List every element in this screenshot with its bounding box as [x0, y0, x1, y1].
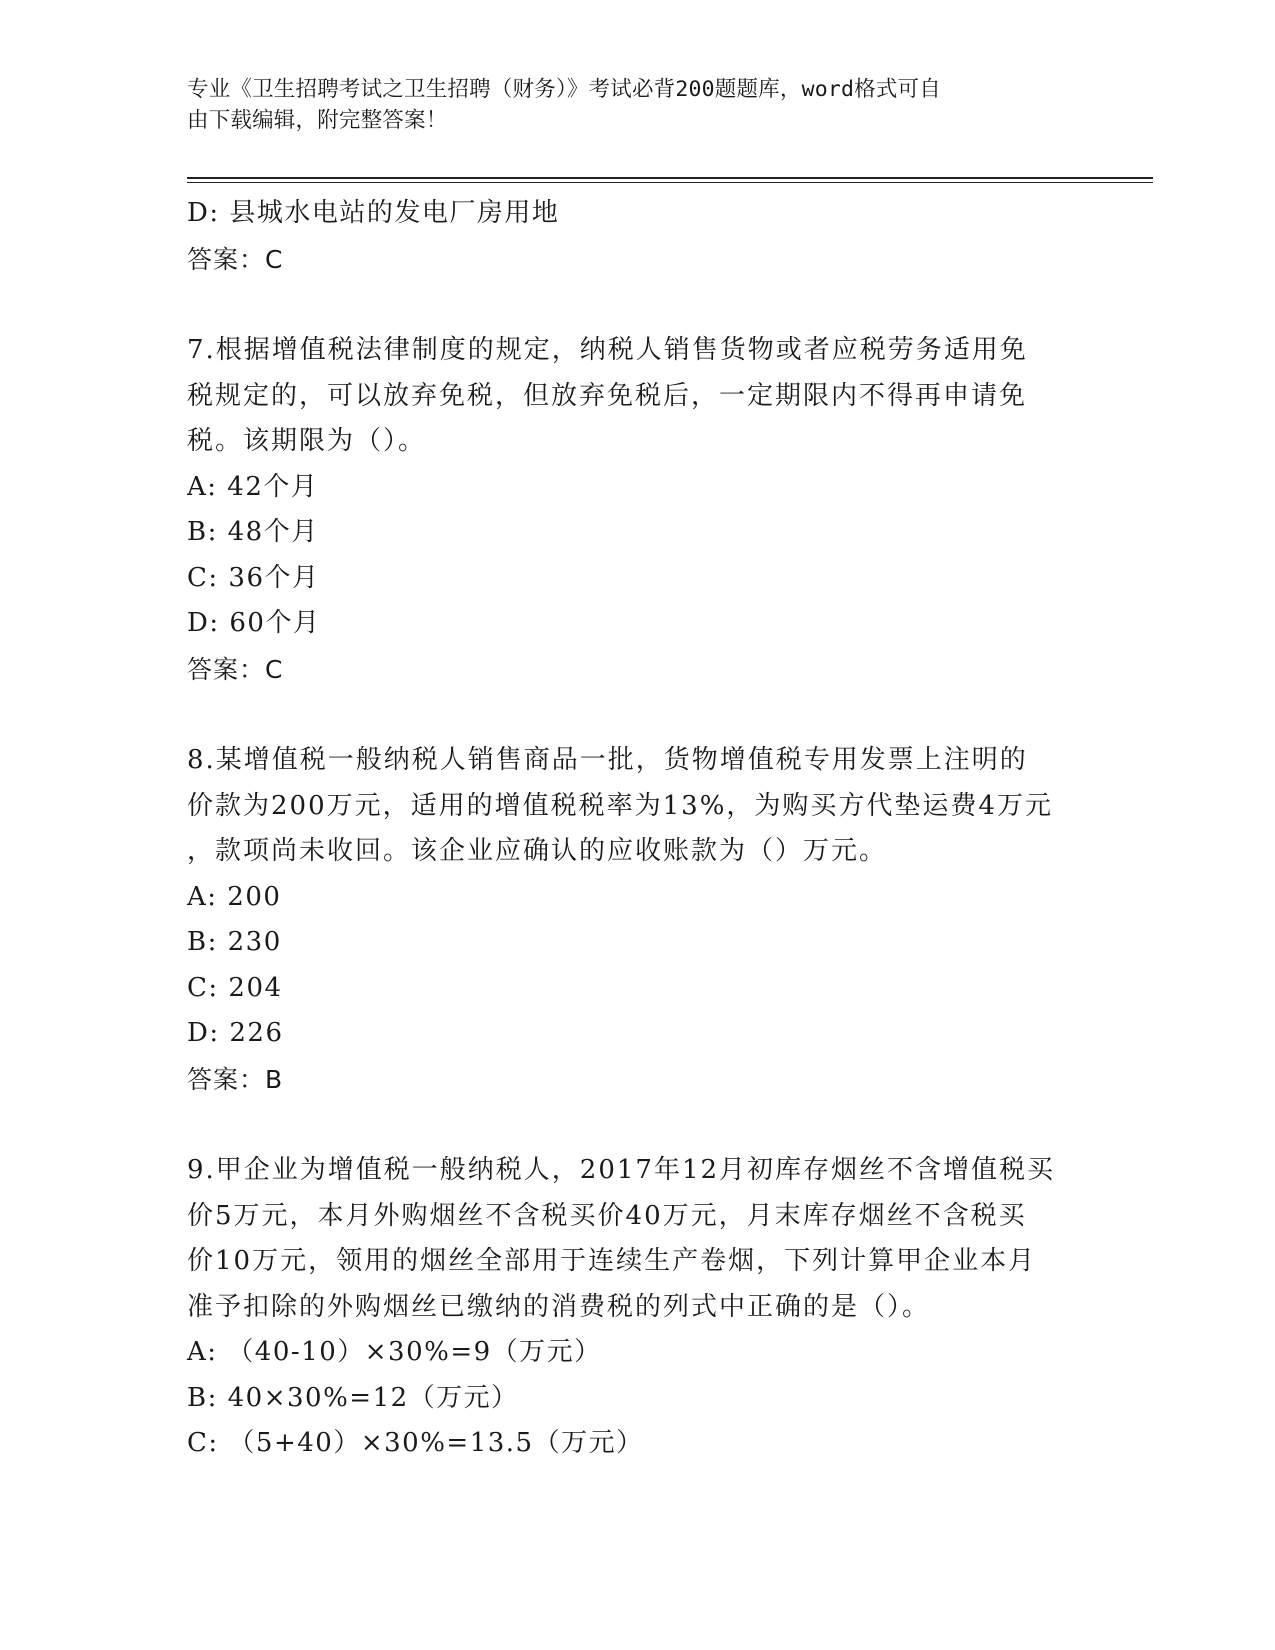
question-content	[187, 191, 1087, 1467]
question-8	[187, 738, 1087, 1102]
question-7	[187, 328, 1087, 692]
option-b: B: 48个月	[187, 517, 319, 547]
question-text	[187, 1148, 1087, 1330]
option-a: A: （40-10）×30%=9（万元）	[187, 1337, 602, 1367]
option-c: C: 36个月	[187, 562, 320, 593]
header-line-1: 专业《卫生招聘考试之卫生招聘（财务）》考试必背200题题库，word格式可自	[187, 77, 941, 102]
question-line: 9.甲企业为增值税一般纳税人，2017年12月初库存烟丝不含增值税买	[187, 1155, 1056, 1185]
option-d: D: 226	[187, 1018, 284, 1048]
header-divider-thick	[187, 177, 1153, 179]
question-line: 税。该期限为（）。	[187, 426, 427, 456]
option-d: D: 60个月	[187, 608, 321, 638]
question-line: 价10万元，领用的烟丝全部用于连续生产卷烟，下列计算甲企业本月	[187, 1246, 1037, 1276]
question-line: 准予扣除的外购烟丝已缴纳的消费税的列式中正确的是（）。	[187, 1291, 931, 1322]
spacer	[187, 1102, 1087, 1148]
question-9	[187, 1148, 1087, 1467]
answer-line: 答案：C	[187, 244, 284, 274]
answer-line: 答案：C	[187, 654, 284, 684]
option-b: B: 230	[187, 927, 282, 957]
question-line: 7.根据增值税法律制度的规定，纳税人销售货物或者应税劳务适用免	[187, 335, 1028, 365]
option-d: D: 县城水电站的发电厂房用地	[187, 198, 560, 228]
spacer	[187, 692, 1087, 738]
header-divider-thin	[187, 182, 1153, 183]
option-a: A: 42个月	[187, 471, 319, 502]
document-header	[187, 74, 1067, 136]
option-c: C: 204	[187, 972, 283, 1003]
option-c: C: （5+40）×30%=13.5（万元）	[187, 1428, 644, 1458]
question-line: 8.某增值税一般纳税人销售商品一批，货物增值税专用发票上注明的	[187, 745, 1028, 775]
spacer	[187, 282, 1087, 328]
carryover-question	[187, 191, 1087, 282]
question-line: 价5万元，本月外购烟丝不含税买价40万元，月末库存烟丝不含税买	[187, 1200, 1027, 1231]
option-b: B: 40×30%=12（万元）	[187, 1382, 519, 1413]
question-line: ，款项尚未收回。该企业应确认的应收账款为（）万元。	[187, 836, 888, 866]
option-a: A: 200	[187, 881, 282, 912]
header-line-2: 由下载编辑，附完整答案！	[187, 108, 448, 133]
question-line: 税规定的，可以放弃免税，但放弃免税后，一定期限内不得再申请免	[187, 380, 1028, 411]
question-line: 价款为200万元，适用的增值税税率为13%，为购买方代垫运费4万元	[187, 790, 1053, 821]
answer-line: 答案：B	[187, 1064, 284, 1094]
question-text	[187, 328, 1087, 465]
question-text	[187, 738, 1087, 875]
